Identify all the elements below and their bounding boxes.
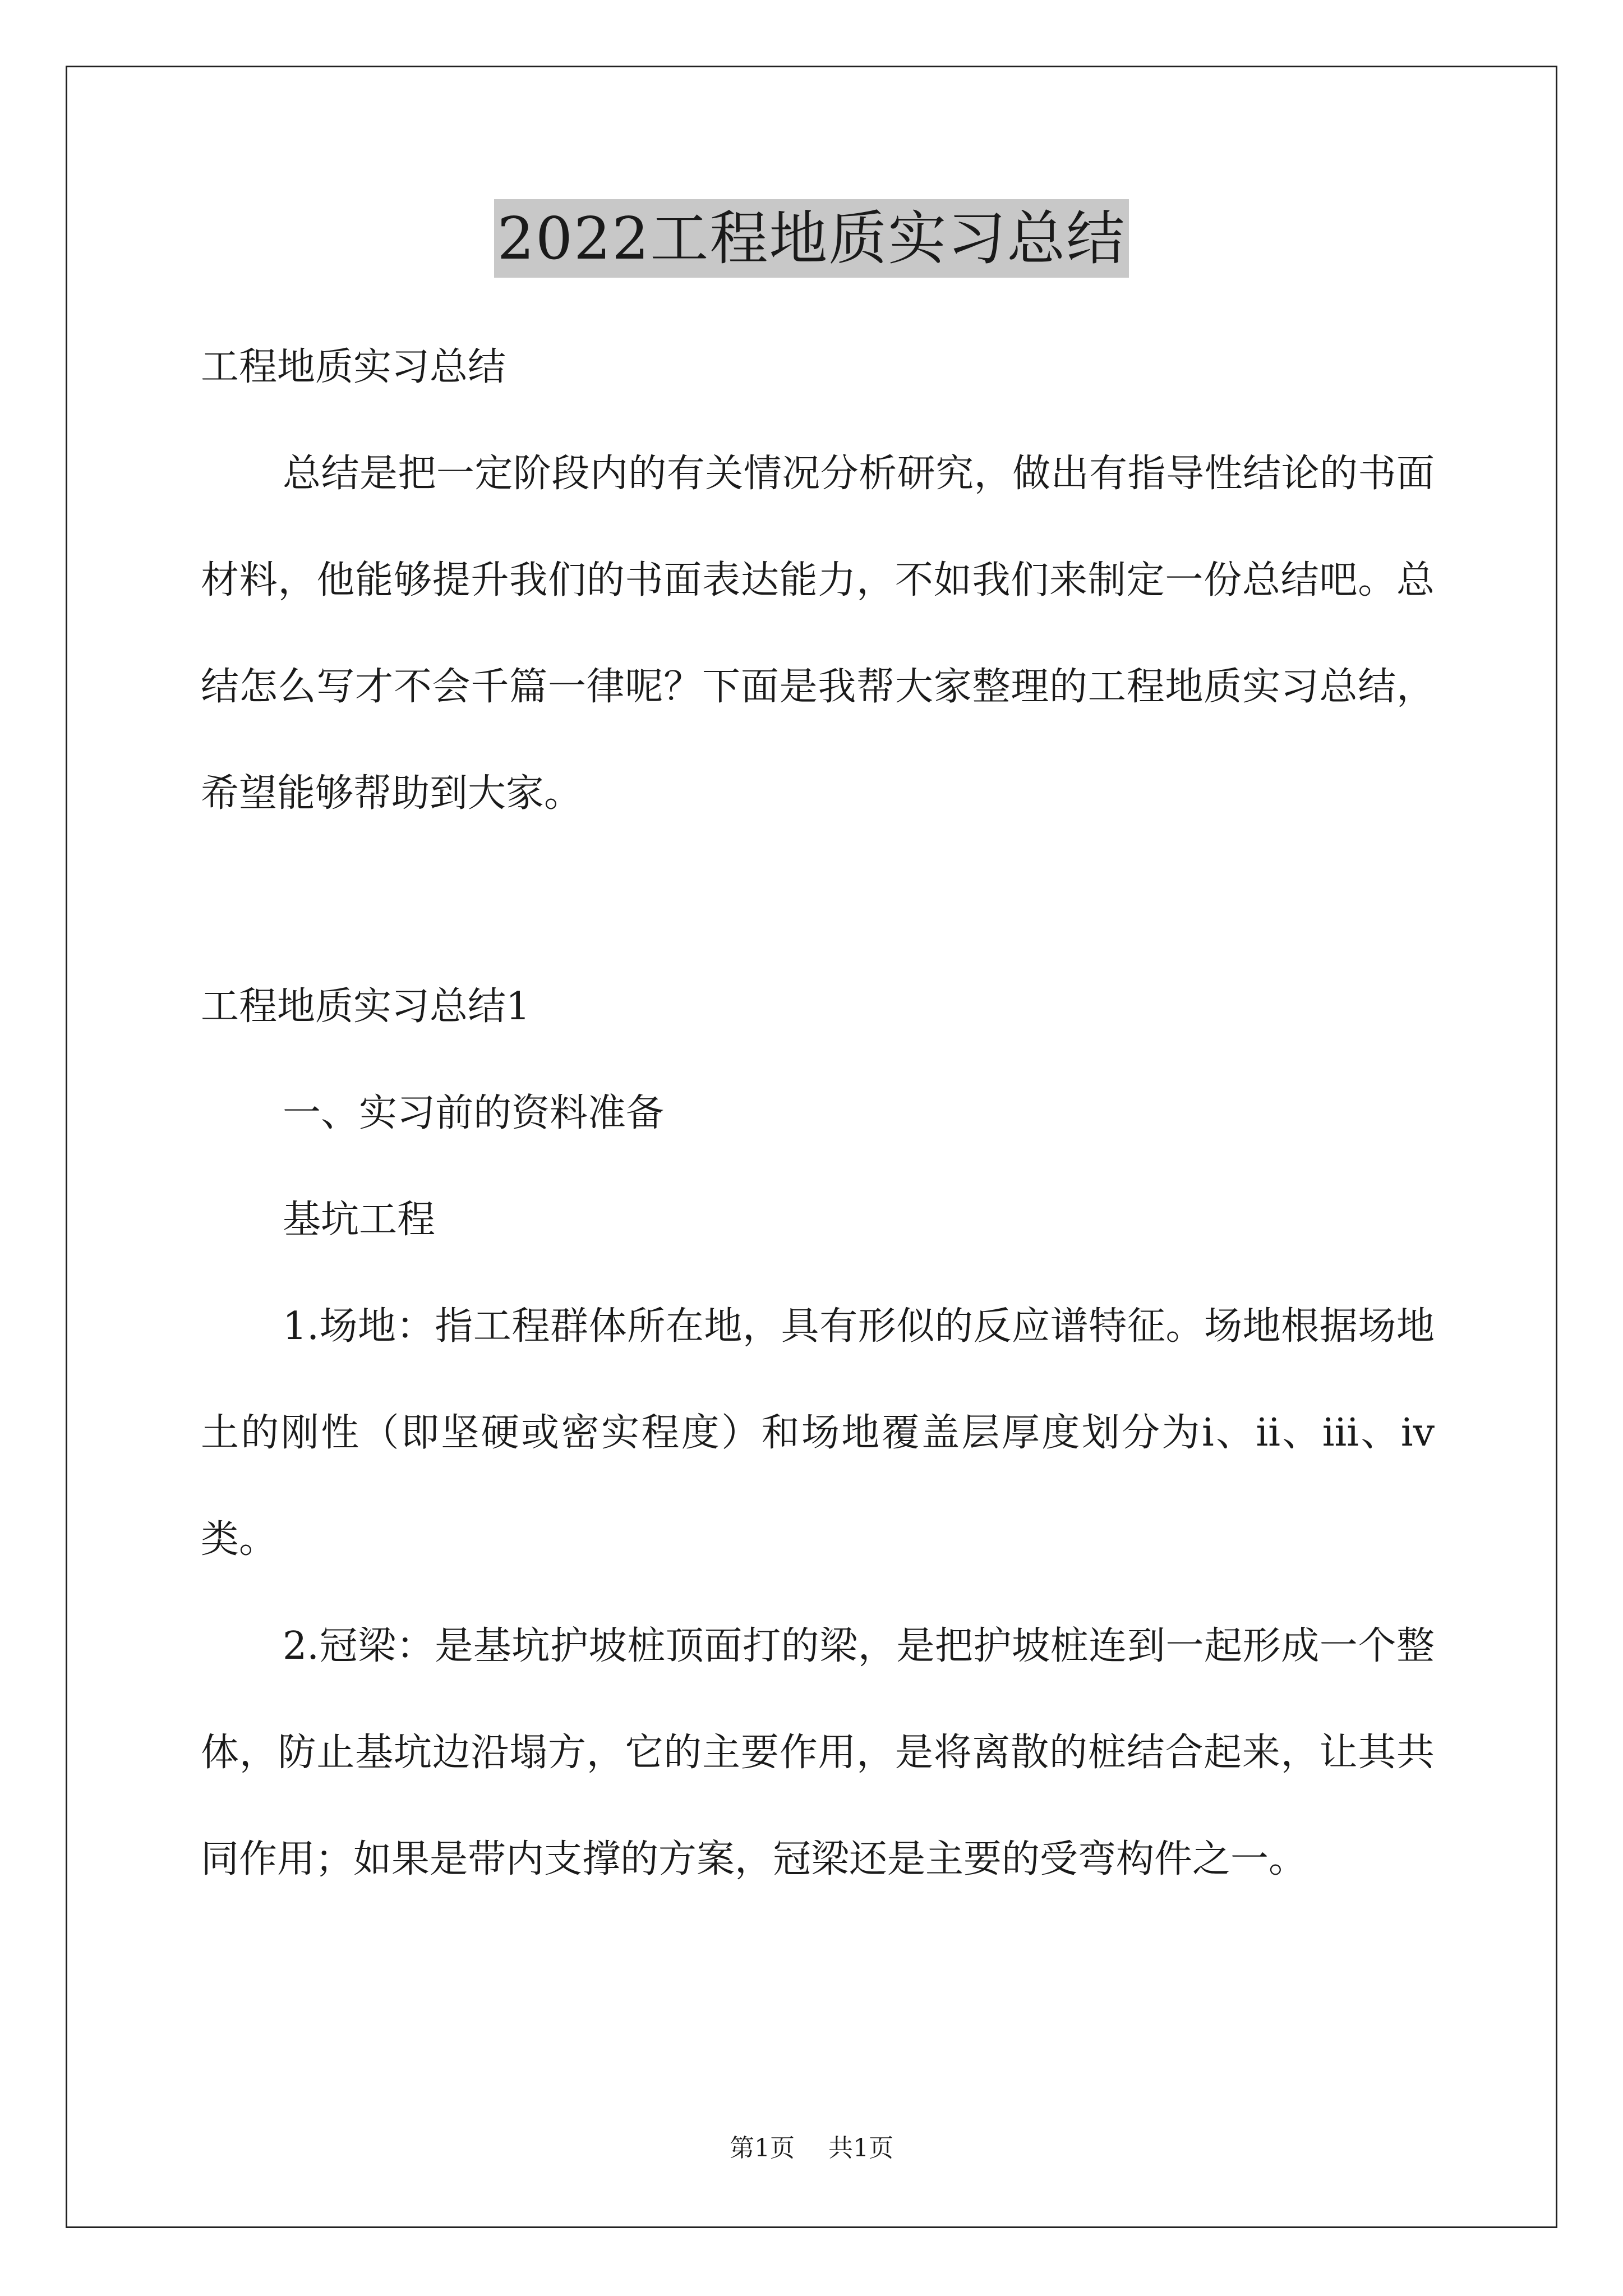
section-heading: 工程地质实习总结1 bbox=[201, 984, 531, 1029]
document-body bbox=[201, 314, 1435, 1913]
item-site-paragraph: 1.场地：指工程群体所在地，具有形似的反应谱特征。场地根据场地土的刚性（即坚硬或密实程度）和场地覆盖层厚度划分为i、ii、iii、iv类。 bbox=[201, 1304, 1435, 1562]
paragraph-gap bbox=[201, 847, 1435, 954]
document-title: 2022工程地质实习总结 bbox=[494, 199, 1129, 278]
subtitle: 工程地质实习总结 bbox=[201, 345, 506, 389]
page-number-current: 第1页 bbox=[730, 2134, 795, 2162]
title-container bbox=[0, 199, 1623, 278]
page-footer bbox=[0, 2132, 1623, 2165]
topic-heading: 基坑工程 bbox=[283, 1198, 436, 1242]
item-crown-beam-paragraph: 2.冠梁：是基坑护坡桩顶面打的梁，是把护坡桩连到一起形成一个整体，防止基坑边沿塌方，它的主要作用，是将离散的桩结合起来，让其共同作用；如果是带内支撑的方案，冠梁还是主要的受弯构件之一。 bbox=[201, 1624, 1435, 1881]
intro-paragraph: 总结是把一定阶段内的有关情况分析研究，做出有指导性结论的书面材料，他能够提升我们的书面表达能力，不如我们来制定一份总结吧。总结怎么写才不会千篇一律呢？下面是我帮大家整理的工程地质实习总结，希望能够帮助到大家。 bbox=[201, 452, 1435, 816]
page-number-total: 共1页 bbox=[828, 2134, 893, 2162]
part-heading: 一、实习前的资料准备 bbox=[283, 1091, 665, 1135]
